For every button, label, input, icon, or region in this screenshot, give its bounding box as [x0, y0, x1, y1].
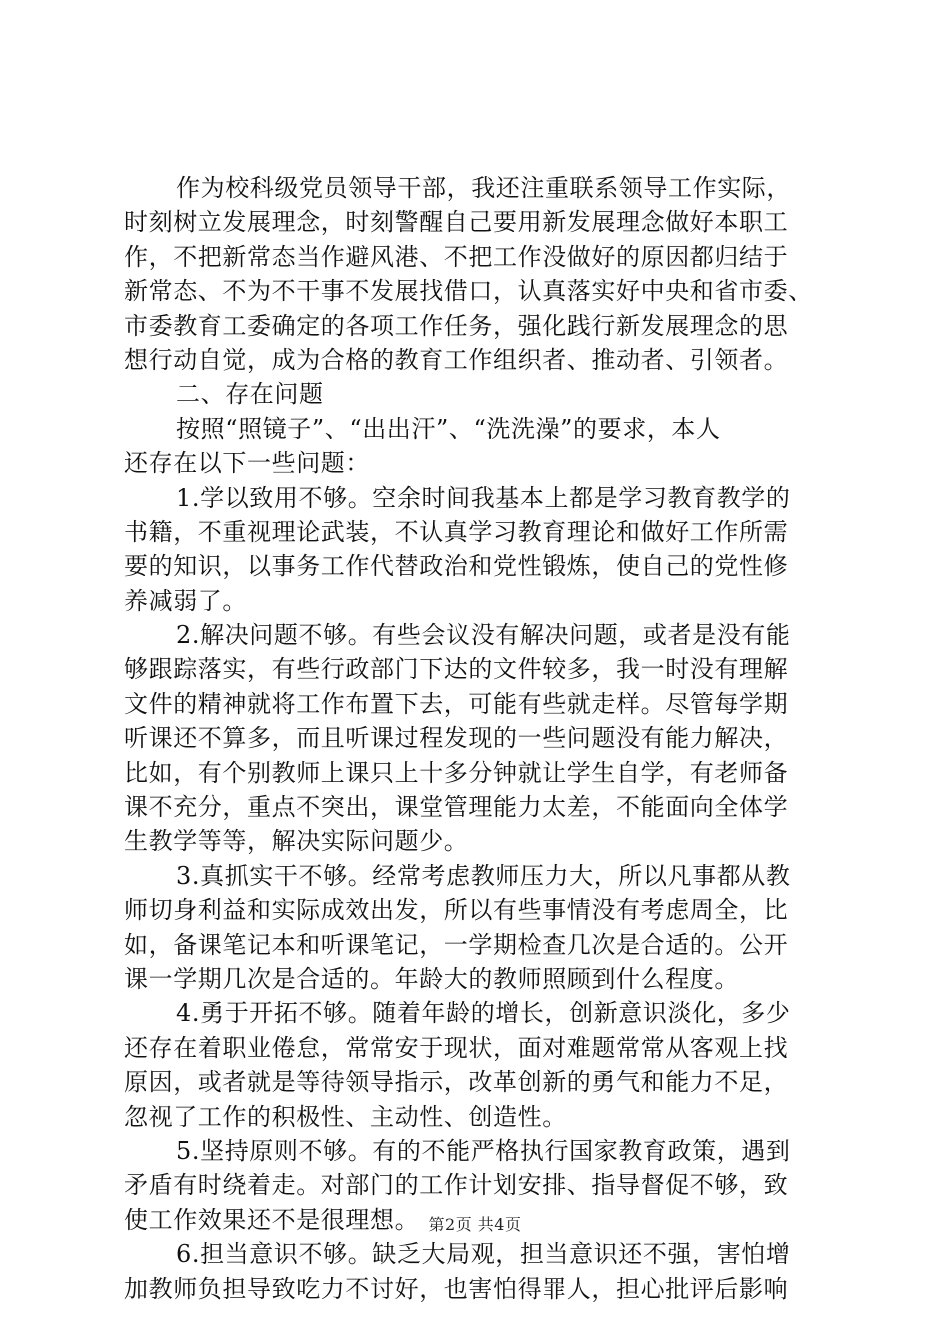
paragraph-line: 新常态、不为不干事不发展找借口，认真落实好中央和省市委、	[124, 277, 813, 306]
paragraph-line: 文件的精神就将工作布置下去，可能有些就走样。尽管每学期	[124, 689, 789, 718]
paragraph-line: 课一学期几次是合适的。年龄大的教师照顾到什么程度。	[124, 964, 739, 993]
paragraph-line: 2.解决问题不够。有些会议没有解决问题，或者是没有能	[176, 621, 791, 650]
paragraph-line: 书籍，不重视理论武装，不认真学习教育理论和做好工作所需	[124, 517, 789, 546]
paragraph-line: 比如，有个别教师上课只上十多分钟就让学生自学，有老师备	[124, 758, 789, 787]
paragraph-line: 想行动自觉，成为合格的教育工作组织者、推动者、引领者。	[124, 345, 789, 374]
paragraph-line: 6.担当意识不够。缺乏大局观，担当意识还不强，害怕增	[176, 1240, 791, 1269]
paragraph-line: 够跟踪落实，有些行政部门下达的文件较多，我一时没有理解	[124, 655, 789, 684]
paragraph-line: 课不充分，重点不突出，课堂管理能力太差，不能面向全体学	[124, 793, 789, 822]
paragraph-line: 加教师负担导致吃力不讨好，也害怕得罪人，担心批评后影响	[124, 1274, 789, 1303]
section-heading: 二、存在问题	[176, 380, 324, 409]
paragraph-line: 要的知识，以事务工作代替政治和党性锻炼，使自己的党性修	[124, 552, 789, 581]
paragraph-line: 时刻树立发展理念，时刻警醒自己要用新发展理念做好本职工	[124, 208, 789, 237]
paragraph-line: 听课还不算多，而且听课过程发现的一些问题没有能力解决，	[124, 724, 789, 753]
paragraph-line: 4.勇于开拓不够。随着年龄的增长，创新意识淡化，多少	[176, 999, 791, 1028]
paragraph-line: 养减弱了。	[124, 586, 247, 615]
paragraph-line: 师切身利益和实际成效出发，所以有些事情没有考虑周全，比	[124, 896, 789, 925]
paragraph-line: 1.学以致用不够。空余时间我基本上都是学习教育教学的	[176, 483, 791, 512]
body-text	[124, 171, 830, 1306]
paragraph-line: 还存在着职业倦怠，常常安于现状，面对难题常常从客观上找	[124, 1033, 789, 1062]
paragraph-line: 作，不把新常态当作避风港、不把工作没做好的原因都归结于	[124, 242, 789, 271]
paragraph-line: 按照“照镜子”、“出出汗”、“洗洗澡”的要求，本人	[176, 414, 721, 443]
paragraph-line: 3.真抓实干不够。经常考虑教师压力大，所以凡事都从教	[176, 861, 791, 890]
paragraph-line: 作为校科级党员领导干部，我还注重联系领导工作实际，	[176, 174, 791, 202]
page-footer: 第2页 共4页	[428, 1215, 522, 1234]
paragraph-line: 还存在以下一些问题：	[124, 449, 370, 478]
paragraph-line: 市委教育工委确定的各项工作任务，强化践行新发展理念的思	[124, 311, 789, 340]
paragraph-line: 忽视了工作的积极性、主动性、创造性。	[124, 1102, 567, 1131]
paragraph-line: 矛盾有时绕着走。对部门的工作计划安排、指导督促不够，致	[124, 1171, 789, 1200]
paragraph-line: 5.坚持原则不够。有的不能严格执行国家教育政策，遇到	[176, 1136, 791, 1165]
paragraph-line: 如，备课笔记本和听课笔记，一学期检查几次是合适的。公开	[124, 930, 789, 959]
paragraph-line: 原因，或者就是等待领导指示，改革创新的勇气和能力不足，	[124, 1068, 789, 1097]
paragraph-line: 使工作效果还不是很理想。	[124, 1205, 420, 1234]
paragraph-line: 生教学等等，解决实际问题少。	[124, 827, 469, 856]
